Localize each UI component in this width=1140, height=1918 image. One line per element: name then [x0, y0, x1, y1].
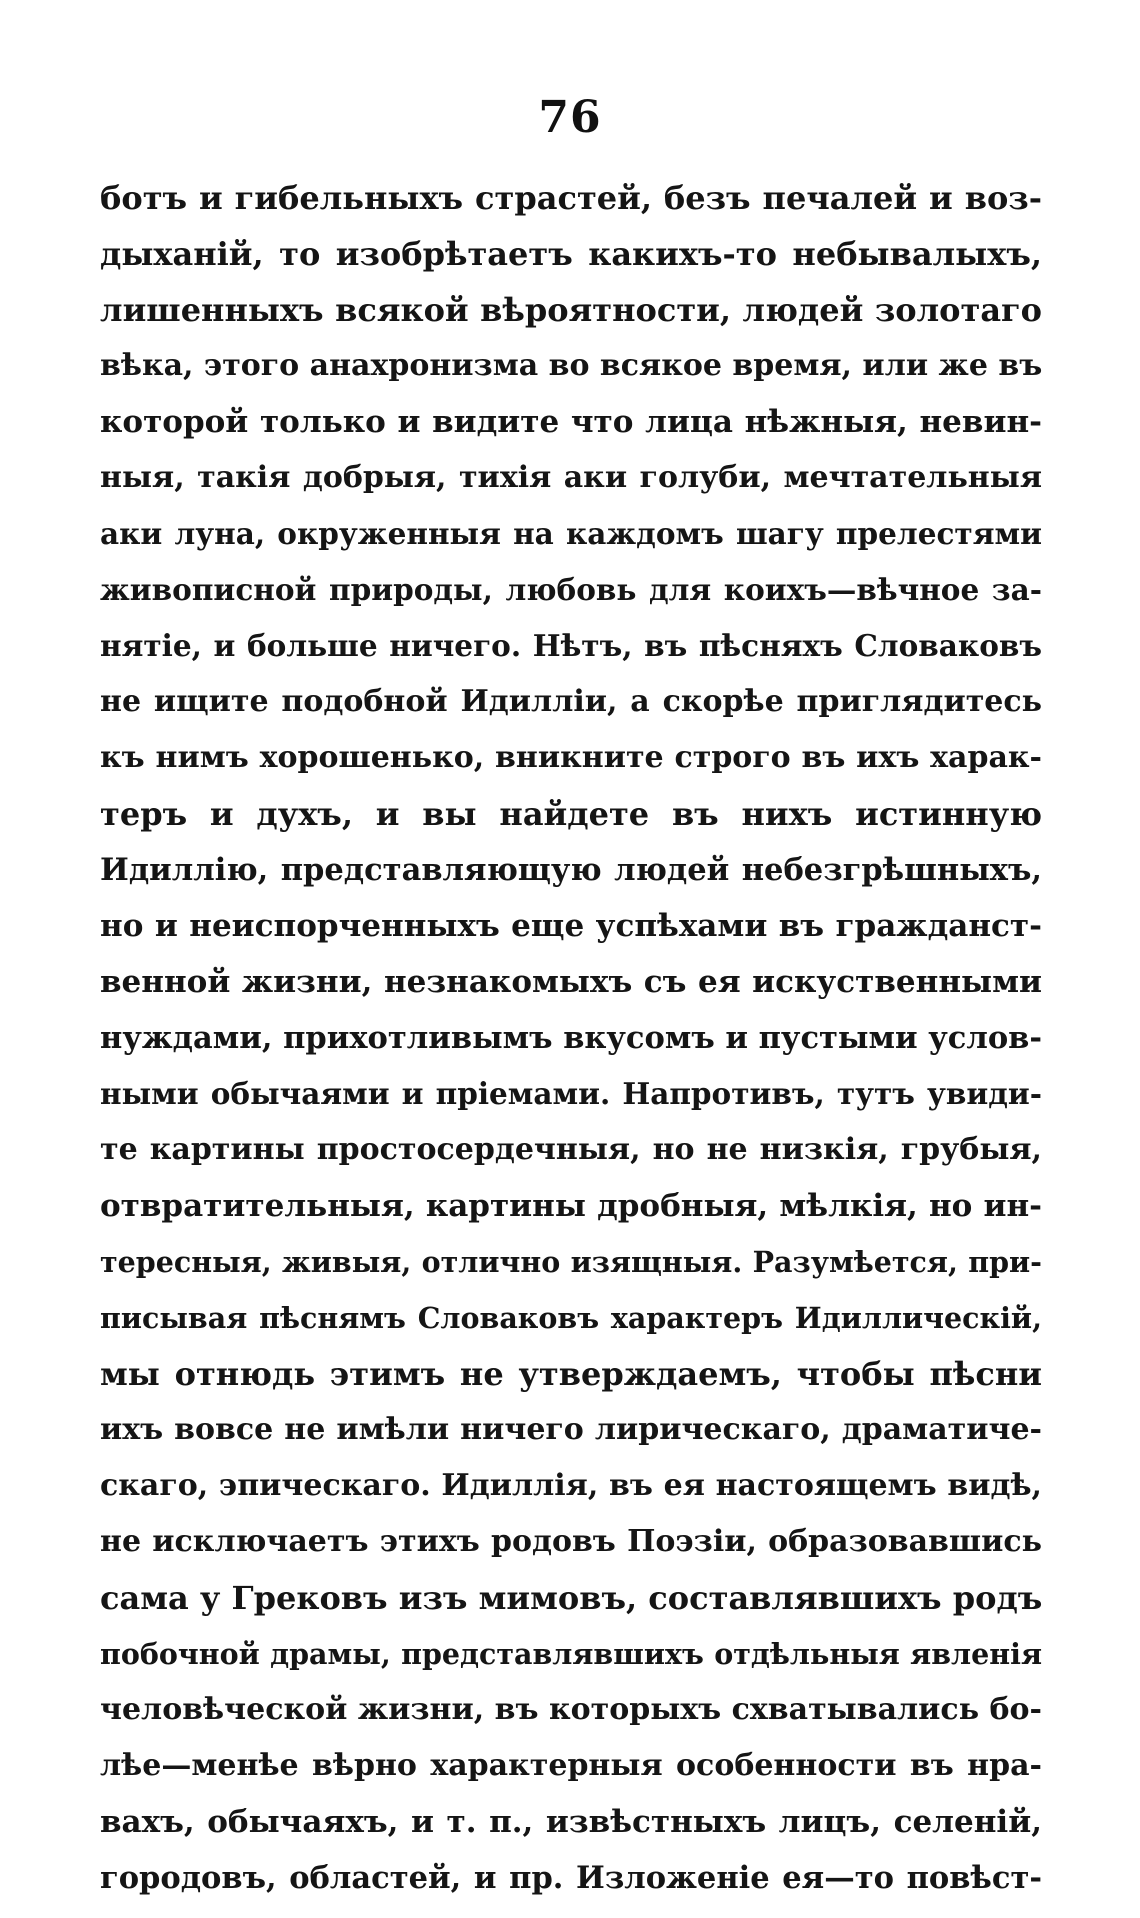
text-line: нуждами, прихотливымъ вкусомъ и пустыми услов-	[100, 1020, 1042, 1056]
text-line: которой только и видите что лица нѣжныя, невин-	[100, 404, 1042, 440]
text-line: венной жизни, незнакомыхъ съ ея искуственными	[100, 964, 1042, 1000]
text-line: сама у Грековъ изъ мимовъ, составлявшихъ родъ	[100, 1579, 1042, 1617]
text-line: лѣе—менѣе вѣрно характерныя особенности въ нра-	[100, 1748, 1042, 1783]
text-line: ихъ вовсе не имѣли ничего лирическаго, драматиче-	[100, 1412, 1042, 1447]
text-line: вѣка, этого анахронизма во всякое время, или же въ	[100, 348, 1042, 383]
text-line: вахъ, обычаяхъ, и т. п., извѣстныхъ лицъ, селеній,	[100, 1804, 1042, 1840]
text-line: теръ и духъ, и вы найдете въ нихъ истинную	[100, 795, 1042, 833]
text-line: не исключаетъ этихъ родовъ Поэзіи, образовавшись	[100, 1524, 1042, 1559]
text-line: не ищите подобной Идилліи, а скорѣе приглядитесь	[100, 684, 1042, 719]
text-line: мы отнюдь этимъ не утверждаемъ, чтобы пѣсни	[100, 1355, 1042, 1393]
text-line: но и неиспорченныхъ еще успѣхами въ гражданст-	[100, 908, 1042, 944]
text-line: живописной природы, любовь для коихъ—вѣчное за-	[100, 572, 1042, 607]
text-line: побочной драмы, представлявшихъ отдѣльныя явленія	[100, 1637, 1042, 1671]
text-line: те картины простосердечныя, но не низкія, грубыя,	[100, 1132, 1042, 1167]
text-line: городовъ, областей, и пр. Изложеніе ея—то повѣст-	[100, 1860, 1042, 1896]
text-line: ныя, такія добрыя, тихія аки голуби, мечтательныя	[100, 460, 1042, 495]
text-line: отвратительныя, картины дробныя, мѣлкія, но ин-	[100, 1188, 1042, 1224]
text-line: лишенныхъ всякой вѣроятности, людей золотаго	[100, 291, 1042, 329]
text-line: ными обычаями и пріемами. Напротивъ, тутъ увиди-	[100, 1076, 1042, 1111]
text-line: тересныя, живыя, отлично изящныя. Разумѣется, при-	[100, 1245, 1042, 1279]
text-line: человѣческой жизни, въ которыхъ схватывались бо-	[100, 1692, 1042, 1727]
text-line: писывая пѣснямъ Словаковъ характеръ Идиллическій,	[100, 1301, 1042, 1335]
page-number: 76	[538, 92, 602, 143]
text-line: аки луна, окруженныя на каждомъ шагу прелестями	[100, 516, 1042, 551]
text-line: ботъ и гибельныхъ страстей, безъ печалей и воз-	[100, 179, 1042, 217]
body-text	[100, 170, 1042, 1906]
text-line: скаго, эпическаго. Идиллія, въ ея настоящемъ видѣ,	[100, 1468, 1042, 1503]
text-line: къ нимъ хорошенько, вникните строго въ ихъ харак-	[100, 740, 1042, 775]
text-line: дыханій, то изобрѣтаетъ какихъ-то небывалыхъ,	[100, 235, 1042, 273]
text-line: Идиллію, представляющую людей небезгрѣшныхъ,	[100, 852, 1042, 888]
text-line: нятіе, и больше ничего. Нѣтъ, въ пѣсняхъ Словаковъ	[100, 628, 1042, 663]
